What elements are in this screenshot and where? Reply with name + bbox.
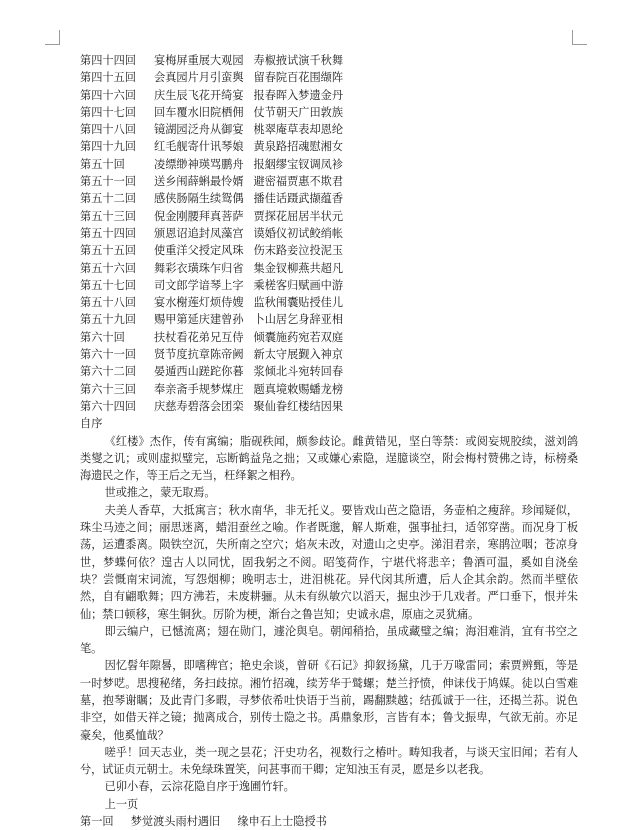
toc-title-second: 贾探花屈居半状元 [253, 209, 344, 223]
toc-title-first: 宴水榭莲灯烦侍嫂 [154, 296, 244, 310]
chapter-title-first: 梦觉渡头雨村遇旧 [130, 815, 221, 829]
prev-page-link[interactable]: 上一页 [104, 797, 139, 811]
preface-paragraph: 世或推之，蒙无取焉。 [104, 486, 216, 500]
toc-chapter-number: 第五十七回 [80, 278, 136, 292]
document-page [80, 52, 578, 830]
preface-paragraph: 嗟乎！回天志业，类一现之昙花；汗史功名，视数行之椿叶。畴知我者，与谈天宝旧闻；若有人兮，试证贞元朝士。未免绿珠置笑，问甚事而干卿；定知浊玉有灵，愿是乡以老我。 [80, 745, 578, 777]
toc-row[interactable] [80, 225, 578, 242]
toc-row[interactable] [80, 260, 578, 277]
chapter-number: 第一回 [80, 815, 114, 829]
toc-row[interactable] [80, 329, 578, 346]
toc-row[interactable] [80, 277, 578, 294]
toc-title-second: 谟婚仪初试鲛绡帐 [253, 226, 344, 240]
toc-row[interactable] [80, 381, 578, 398]
toc-title-first: 颁恩诏追封凤藻宫 [154, 226, 244, 240]
toc-chapter-number: 第四十六回 [80, 88, 136, 102]
toc-chapter-number: 第五十二回 [80, 192, 136, 206]
toc-row[interactable] [80, 69, 578, 86]
toc-row[interactable] [80, 190, 578, 207]
toc-row[interactable] [80, 173, 578, 190]
toc-chapter-number: 第五十回 [80, 157, 125, 171]
toc-chapter-number: 第五十九回 [80, 313, 136, 327]
toc-chapter-number: 第五十四回 [80, 226, 136, 240]
toc-title-first: 宴梅屏重展大观园 [154, 54, 244, 67]
toc-title-second: 伤末路妾泣投泥玉 [253, 244, 344, 258]
toc-title-second: 寿椒掖试演千秋舞 [253, 54, 344, 67]
toc-title-second: 播佳话蹑武撷蕴香 [253, 192, 344, 206]
toc-row[interactable] [80, 242, 578, 259]
preface-body [80, 433, 578, 779]
toc-title-second: 卜山居乞身辞亚相 [253, 313, 344, 327]
toc-title-first: 回车覆水旧院栖佣 [154, 105, 244, 119]
toc-title-first: 庆慈寿碧落会团栾 [154, 399, 244, 413]
toc-row[interactable] [80, 87, 578, 104]
toc-title-second: 桃翠庵草表却恩纶 [253, 123, 344, 137]
toc-title-first: 贤节度抗章陈帝阙 [154, 348, 244, 362]
toc-title-first: 凌缥缈神瑛骂鹏舟 [154, 157, 244, 171]
toc-row[interactable] [80, 346, 578, 363]
table-of-contents [80, 52, 578, 415]
toc-row[interactable] [80, 52, 578, 69]
preface-paragraph: 因忆髫年隙晷，即嗜稗官；艳史余谈，曾研《石记》抑釵扬黛，几于万喙雷同；索贾辨甄，等是一时梦呓。思搜秘绪，务扫歧掠。湘竹招魂，续芳华于鹫螺；楚兰抒愤，伸诔伐于鸠媒。徒以白雪难墓，抱琴谢瞩；及此青门多暇，寻梦依希吐快语于当前，踢翻黩越；结孤诚于一往，还揭兰荪。说色非空，如借天祥之镜；抛离成合，别传士隐之书。禹鼎象形，言皆有本；鲁戈振卑，气欲无前。亦足豪矣，他奚恤哉？ [80, 659, 578, 742]
toc-title-second: 监秋闱囊贴授佳儿 [253, 296, 344, 310]
toc-title-second: 集金钗柳燕共超凡 [253, 261, 344, 275]
toc-row[interactable] [80, 121, 578, 138]
toc-chapter-number: 第六十四回 [80, 399, 136, 413]
toc-title-second: 倾囊施药宛若双庭 [253, 330, 344, 344]
toc-title-first: 红毛舰寄什讯琴娘 [154, 140, 244, 154]
toc-row[interactable] [80, 363, 578, 380]
toc-title-first: 会真园片月引蛮舆 [154, 71, 244, 85]
toc-chapter-number: 第四十四回 [80, 54, 136, 67]
toc-title-first: 奉亲斋手规梦煤庄 [154, 382, 244, 396]
toc-chapter-number: 第五十三回 [80, 209, 136, 223]
toc-title-first: 扶杖看花弟兄互侍 [154, 330, 244, 344]
toc-chapter-number: 第六十三回 [80, 382, 136, 396]
preface-paragraph: 夫美人香草，大抵寓言；秋水南华，非无托义。要皆戏山芭之隐语，务壶柏之瘦辞。珍闻疑似，珠尘马迹之间；丽思迷离，蜡泪蚕丝之喻。作者既邈，解人斯难，强事扯扫，适邻穿凿。而况身丁板荡，运遭黍离。陨铁空沉，失所南之空穴；焰灰未改，对遗山之史亭。涕泪君亲，寒鹃泣咽；苍凉身世，梦蝶何依？遑古人以同忧，固我躬之不阅。昭笺荷作，宁堪代将悲辛；鲁酒可温，奚如自浇垒块？尝慨南宋词流，写怨烟柳；晚明志士，进泪桃花。异代闵其所遭，后人企其余韵。然而半壁依然，自有翩歌舞；四方沸若，未废耕骊。从未有纵敏穴以滔天，掘虫沙于几戏者。严口垂下，恨并朱仙；禁口顿移，寒生铜狄。厉阶为梗，渐台之鲁岂知；史诚永虐，原庙之灵犹痛。 [80, 503, 578, 621]
toc-title-first: 镜湖园泛舟从御宴 [154, 123, 244, 137]
toc-title-second: 留春院百花围缬阵 [253, 71, 344, 85]
toc-title-second: 新太守展觐入神京 [253, 348, 344, 362]
preface-paragraph: 《红楼》杰作，传有寓编；脂砚秩闻，颇参歧论。雌黄错见，坚白等禁：或阅妄规胶续，滋刘鸽类燮之讥；或则虚拟璧完，忘断鹤益凫之拙；又或嫌心索隐，逞臆谈空，附会梅村赞佛之诗，标榜桑海遗民之作，等王后之无当，枉绎絮之相矜。 [80, 434, 578, 483]
toc-title-first: 庆生辰飞花开绮宴 [154, 88, 244, 102]
preface-paragraph: 即云编户，已憾流离；翅在勋门，遽沦與皂。朝闻稍拾，虽成藏璧之编；海泪难消，宜有书空之笔。 [80, 624, 578, 656]
toc-chapter-number: 第四十九回 [80, 140, 136, 154]
toc-chapter-number: 第五十一回 [80, 175, 136, 189]
toc-row[interactable] [80, 156, 578, 173]
toc-title-second: 报春晖入梦遗金丹 [253, 88, 344, 102]
toc-chapter-number: 第六十二回 [80, 365, 136, 379]
toc-title-first: 晏遁西山蹉跎你暮 [154, 365, 244, 379]
toc-row[interactable] [80, 104, 578, 121]
toc-row[interactable] [80, 138, 578, 155]
toc-title-first: 司文郎学谙琴上字 [154, 278, 244, 292]
toc-row[interactable] [80, 398, 578, 415]
toc-title-second: 避密福贾惠不欺君 [253, 175, 344, 189]
preface-title: 自序 [80, 417, 103, 431]
toc-chapter-number: 第五十八回 [80, 296, 136, 310]
toc-row[interactable] [80, 294, 578, 311]
toc-row[interactable] [80, 311, 578, 328]
toc-title-first: 倪金刚腰拜真菩萨 [154, 209, 244, 223]
toc-title-first: 赐甲第延庆建曾孙 [154, 313, 244, 327]
toc-title-second: 报絪缪宝钗调凤袗 [253, 157, 344, 171]
toc-title-second: 浆倾北斗宛转回春 [253, 365, 344, 379]
page-corner-mark-right [572, 30, 587, 45]
toc-title-second: 仗节朝天广田敦族 [253, 105, 344, 119]
toc-title-second: 黄泉路招魂慰湘女 [253, 140, 344, 154]
toc-chapter-number: 第四十八回 [80, 123, 136, 137]
toc-chapter-number: 第五十五回 [80, 244, 136, 258]
page-corner-mark-left [45, 30, 60, 45]
toc-chapter-number: 第六十一回 [80, 348, 136, 362]
toc-title-first: 舞彩衣璜珠乍归省 [154, 261, 244, 275]
toc-chapter-number: 第六十回 [80, 330, 125, 344]
toc-title-first: 使重洋父授定风珠 [154, 244, 244, 258]
toc-title-second: 题真境敕赐蟠龙榜 [253, 382, 344, 396]
chapter-one-link[interactable] [80, 813, 578, 830]
toc-chapter-number: 第五十六回 [80, 261, 136, 275]
toc-chapter-number: 第四十五回 [80, 71, 136, 85]
preface-signature: 已卯小春，云淙花隐自序于逸圃竹轩。 [104, 780, 295, 794]
toc-title-second: 聚仙眷红楼结因果 [253, 399, 344, 413]
toc-chapter-number: 第四十七回 [80, 105, 136, 119]
toc-row[interactable] [80, 208, 578, 225]
toc-title-first: 送乡闱薛蝌最怜婿 [154, 175, 244, 189]
toc-title-second: 乘槎客归赋画中游 [253, 278, 344, 292]
toc-title-first: 感侠肠隔生续鸳偶 [154, 192, 244, 206]
chapter-title-second: 缘申石上士隐授书 [237, 815, 327, 829]
